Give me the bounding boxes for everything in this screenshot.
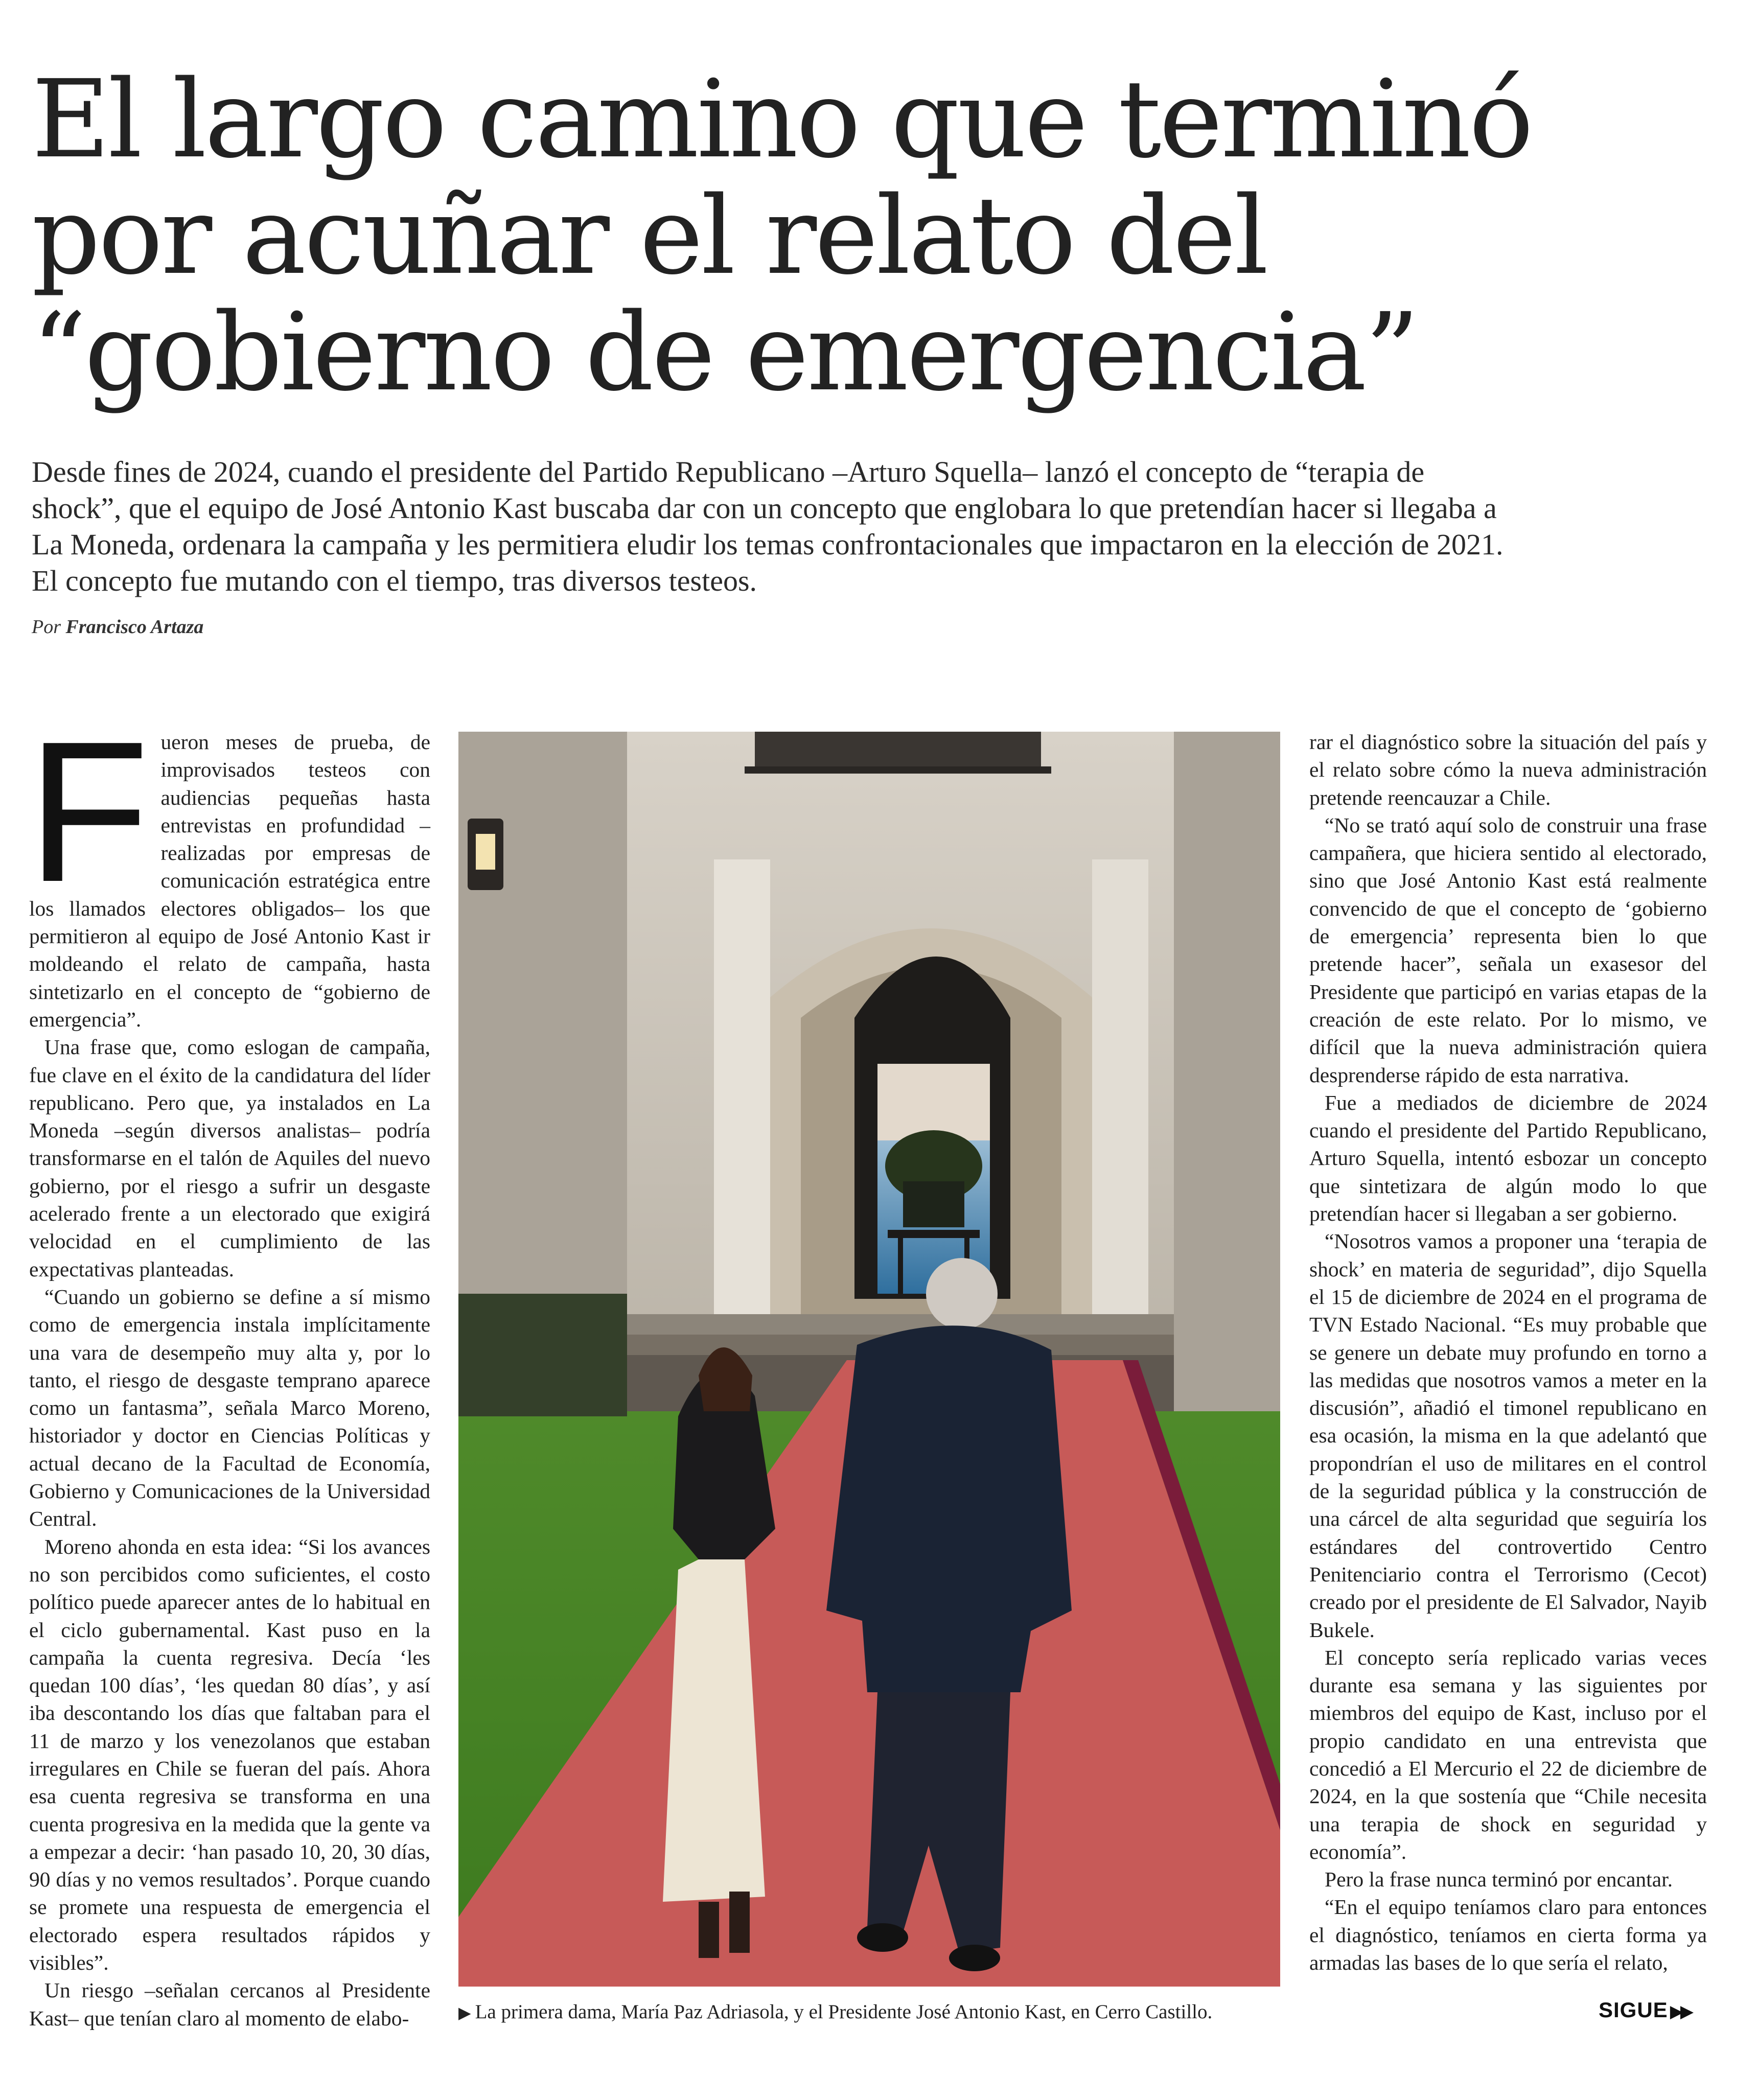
byline-prefix: Por xyxy=(32,616,61,638)
paragraph: Fue a mediados de diciembre de 2024 cuando el presidente del Partido Republicano, Arturo Squella, intentó esbozar un concepto que sintetizara de algún modo lo que pretendían hacer si llegaban a ser gobierno. xyxy=(1309,1090,1707,1226)
continue-marker xyxy=(1599,1998,1691,2022)
byline xyxy=(32,616,203,638)
paragraph: Un riesgo –señalan cercanos al Presidente Kast– que tenían claro al momento de elabo- xyxy=(29,1978,430,2030)
paragraph: Fueron meses de prueba, de improvisados testeos con audiencias pequeñas hasta entrevistas en profundidad –realizadas por empresas de comunicación estratégica entre los llamados electores obligados– los que permitieron al equipo de José Antonio Kast ir moldeando el relato de campaña, hasta sintetizarlo en el concepto de “gobierno de emergencia”. xyxy=(27,700,430,1031)
paragraph: Pero la frase nunca terminó por encantar. xyxy=(1325,1868,1673,1892)
paragraph: “Cuando un gobierno se define a sí mismo como de emergencia instala implícitamente una vara de desempeño muy alta y, por lo tanto, el riesgo de desgaste temprano aparece como un fantasma”, señala Marco Moreno, historiador y doctor en Ciencias Políticas y actual decano de la Facultad de Economía, Gobierno y Comunicaciones de la Universidad Central. xyxy=(29,1285,430,1531)
dek: Desde fines de 2024, cuando el presidente del Partido Republicano –Arturo Squella– lanzó el concepto de “terapia de shock”, que el equipo de José Antonio Kast buscaba dar con un concepto que englobara lo que pretendían hacer si llegaba a La Moneda, ordenara la campaña y les permitiera eludir los temas confrontacionales que impactaron en la elección de 2021. El concepto fue mutando con el tiempo, tras diversos testeos. xyxy=(32,455,1504,597)
caption-arrow-icon: ▶ xyxy=(458,2003,471,2022)
paragraph: “Nosotros vamos a proponer una ‘terapia de shock’ en materia de seguridad”, dijo Squella el 15 de diciembre de 2024 en el programa de TVN Estado Nacional. “Es muy probable que se genere un debate muy profundo en torno a las medidas que nosotros vamos a meter en la discusión”, añadió el timonel republicano en esa ocasión, la misma en la que adelantó que propondrían el uso de militares en el control de la seguridad pública y la construcción de una cárcel de alta seguridad que seguiría los estándares del controvertido Centro Penitenciario contra el Terrorismo (Cecot) creado por el presidente de El Salvador, Nayib Bukele. xyxy=(1309,1229,1707,1642)
dropcap: F xyxy=(27,700,150,924)
paragraph: El concepto sería replicado varias veces durante esa semana y las siguientes por miembros del equipo de Kast, incluso por el propio candidato en una entrevista que concedió a El Mercurio el 22 de diciembre de 2024, en la que sostenía que “Chile necesita una terapia de shock en seguridad y economía”. xyxy=(1309,1645,1707,1863)
byline-author: Francisco Artaza xyxy=(65,616,204,638)
headline: El largo camino que terminó por acuñar el relato del “gobierno de emergencia” xyxy=(32,57,1532,415)
caption-text: La primera dama, María Paz Adriasola, y el Presidente José Antonio Kast, en Cerro Castillo. xyxy=(475,2001,1213,2023)
paragraph: Moreno ahonda en esta idea: “Si los avances no son percibidos como suficientes, el costo político puede aparecer antes de lo habitual en el ciclo gubernamental. Kast puso en la campaña la cuenta regresiva. Decía ‘les quedan 100 días’, ‘les quedan 80 días’, y así iba descontando los días que faltaban para el 11 de marzo y los venezolanos que estaban irregulares en Chile se fueran del país. Ahora esa cuenta regresiva se transforma en una cuenta progresiva en la medida que la gente va a empezar a decir: ‘han pasado 10, 20, 30 días, 90 días y no vemos resultados’. Porque cuando se promete una respuesta de emergencia el electorado espera resultados rápidos y visibles”. xyxy=(29,1534,430,1975)
paragraph: Una frase que, como eslogan de campaña, fue clave en el éxito de la candidatura del líder republicano. Pero que, ya instalados en La Moneda –según diversos analistas– podría transformarse en el talón de Aquiles del nuevo gobierno, por el riesgo a sufrir un desgaste acelerado frente a un electorado que exigirá velocidad en el cumplimiento de las expectativas planteadas. xyxy=(29,1035,430,1281)
double-arrow-icon: ▶▶ xyxy=(1670,2001,1691,2022)
article-photo xyxy=(458,732,1280,1987)
paragraph: “No se trató aquí solo de construir una frase campañera, que hiciera sentido al electorado, sino que José Antonio Kast está realmente convencido de que el concepto de ‘gobierno de emergencia’ representa bien lo que pretende hacer”, señala un exasesor del Presidente que participó en varias etapas de la creación de este relato. Por lo mismo, ve difícil que la nueva administración quiera desprenderse rápido de esta narrativa. xyxy=(1309,813,1707,1087)
paragraph: rar el diagnóstico sobre la situación del país y el relato sobre cómo la nueva administración pretende reencauzar a Chile. xyxy=(1309,730,1707,809)
photo-caption xyxy=(458,2000,1212,2023)
paragraph: “En el equipo teníamos claro para entonces el diagnóstico, teníamos en cierta forma ya armadas las bases de lo que sería el relato, xyxy=(1309,1895,1707,1975)
right-column xyxy=(1309,728,1707,1976)
left-column xyxy=(27,700,430,2032)
continue-label: SIGUE xyxy=(1599,1998,1668,2022)
